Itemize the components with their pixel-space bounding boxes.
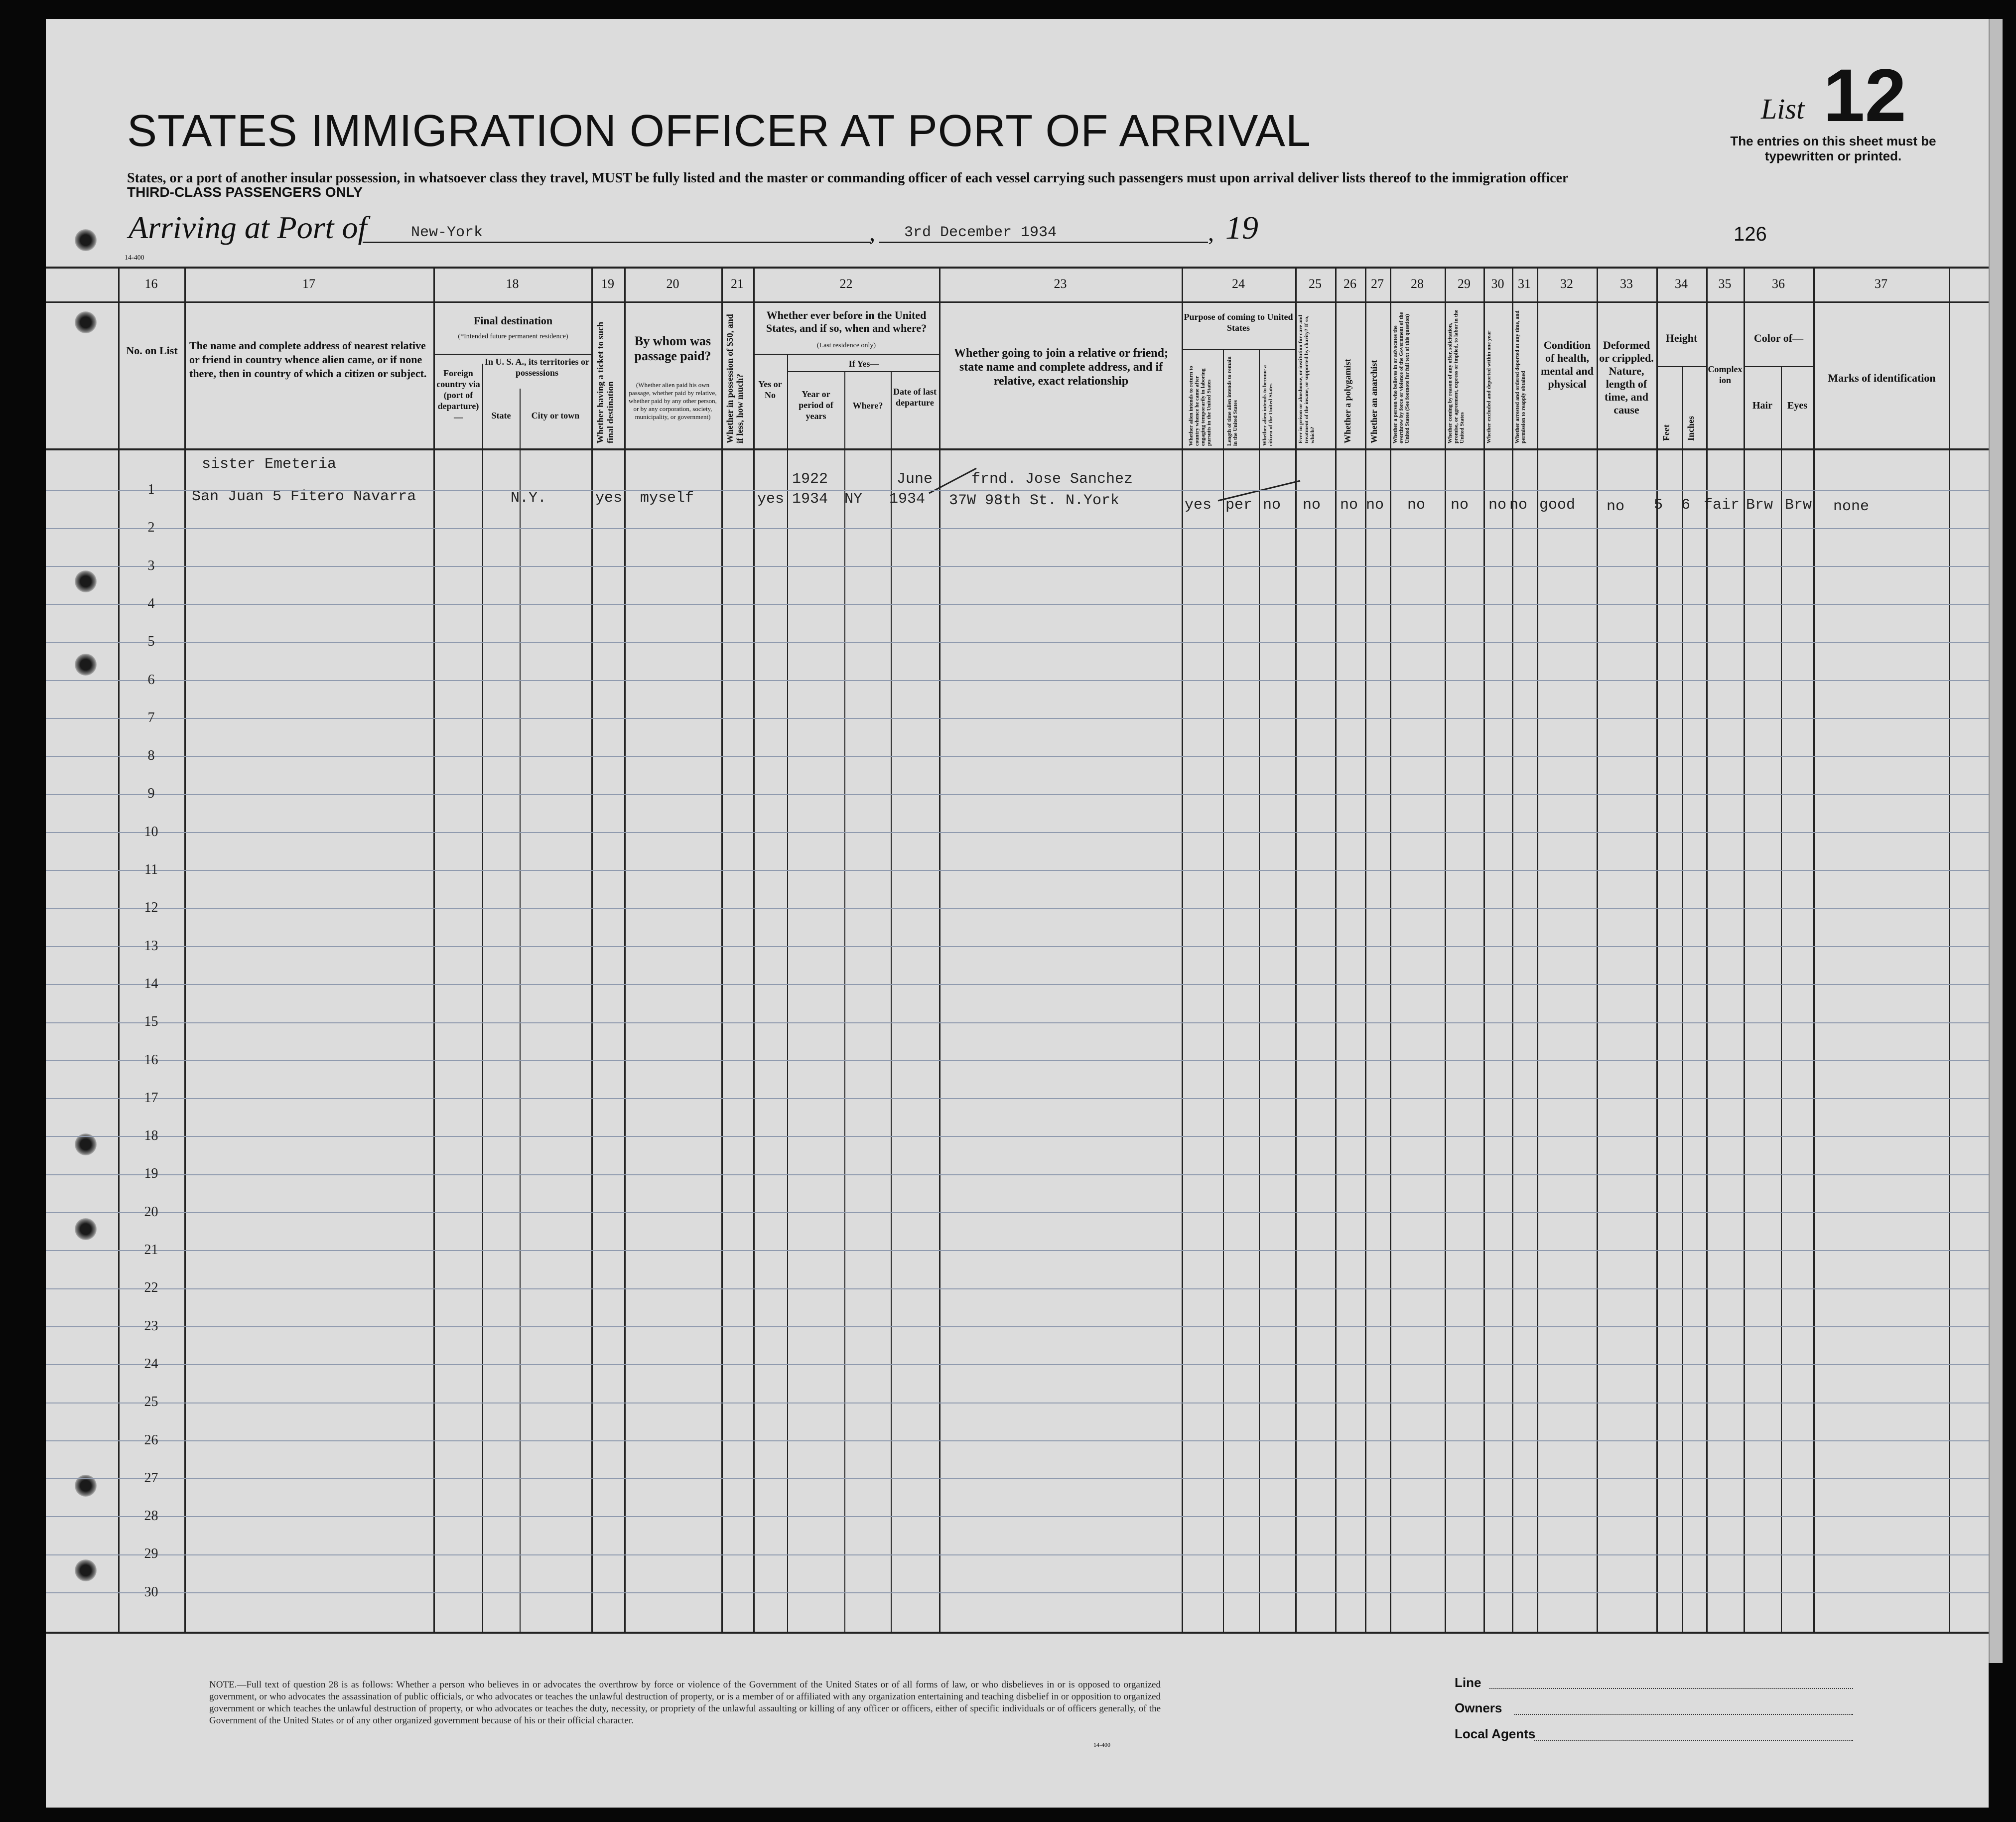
footer-owners-label: Owners — [1455, 1700, 1502, 1715]
row-number: 12 — [144, 900, 158, 916]
header-purpose: Purpose of coming to United States — [1184, 312, 1293, 333]
footnote: NOTE.—Full text of question 28 is as follows: Whether a person who believes in or advocates the overthrow by force or violence of the Government of the United States or of all forms of law, or who disbelieves in or is opposed to organized government, or who advocates the assassination of public officials, or who advocates or teaches the unlawful destruction of property, or is a member of or affiliated with any organization entertaining and teaching disbelief in or opposition to organized government or which teaches the unlawful destruction of property, or who advocates or teaches the duty, necessity, or propriety of the unlawful assaulting or killing of any officer or officers, either of specific individuals or of officers generally, of the Government of the United States or of any other organized government because of his or their official character. — [209, 1680, 1161, 1726]
column-number: 34 — [1675, 277, 1688, 291]
row-rule — [46, 566, 1989, 567]
row-number: 5 — [147, 634, 155, 650]
row-rule — [46, 984, 1989, 985]
header-relative-address: The name and complete address of nearest relative or friend in country whence alien came, or if none there, then in country of which a citizen or subject. — [189, 339, 427, 380]
footer-line-rule — [1489, 1688, 1853, 1689]
footer-agents-rule — [1534, 1740, 1853, 1741]
footer-owners-rule — [1514, 1714, 1853, 1715]
row-number: 16 — [144, 1052, 158, 1068]
row-number: 15 — [144, 1014, 158, 1030]
column-rule — [624, 267, 626, 1632]
sub-rule — [753, 354, 939, 355]
page-number: 126 — [1734, 223, 1767, 245]
entry-q31: no — [1509, 497, 1528, 514]
column-rule — [1537, 267, 1538, 1632]
footer-line-label: Line — [1455, 1675, 1481, 1690]
row-number: 3 — [147, 558, 155, 573]
entry-ticket: yes — [595, 490, 623, 507]
entry-deformed: no — [1607, 498, 1625, 515]
column-number: 33 — [1620, 277, 1633, 291]
row-rule — [46, 604, 1989, 605]
row-number: 9 — [147, 786, 155, 802]
entry-polygamist: no — [1340, 497, 1358, 514]
header-q31: Whether arrested and ordered deported at any time, and permission to reapply obtained — [1514, 310, 1526, 443]
year-prefix: 19 — [1225, 210, 1258, 246]
page-title: STATES IMMIGRATION OFFICER AT PORT OF ARRIVAL — [127, 106, 1311, 156]
column-number: 21 — [731, 277, 744, 291]
header-height: Height — [1665, 332, 1698, 344]
entry-q30: no — [1488, 497, 1507, 514]
column-rule — [482, 364, 483, 1632]
row-number: 13 — [144, 938, 158, 954]
entry-departure-2: 1934 — [889, 491, 926, 508]
row-number: 4 — [147, 595, 155, 611]
header-divider — [46, 301, 1989, 303]
row-number: 23 — [144, 1318, 158, 1334]
row-number: 11 — [144, 862, 158, 877]
column-rule — [1781, 366, 1782, 1632]
column-rule — [1223, 349, 1224, 1632]
row-rule — [46, 528, 1989, 529]
punch-hole — [75, 654, 97, 676]
footer-agents-label: Local Agents — [1455, 1726, 1536, 1741]
column-number: 31 — [1518, 277, 1531, 291]
column-number: 17 — [302, 277, 315, 291]
row-number: 28 — [144, 1508, 158, 1524]
sub-rule — [433, 354, 591, 355]
row-rule — [46, 490, 1989, 491]
row-number: 8 — [147, 748, 155, 764]
header-ever-before: Whether ever before in the United States, and if so, when and where? — [766, 309, 927, 334]
header-purpose-c: Whether alien intends to become a citizen of the United States — [1262, 365, 1274, 446]
row-number: 26 — [144, 1432, 158, 1448]
entry-eyes: Brw — [1785, 497, 1812, 514]
row-number: 18 — [144, 1128, 158, 1144]
row-number: 20 — [144, 1204, 158, 1220]
column-number: 22 — [839, 277, 853, 291]
row-rule — [46, 1402, 1989, 1403]
sub-rule — [1656, 366, 1706, 367]
punch-hole — [75, 570, 97, 592]
column-rule — [1656, 267, 1658, 1632]
row-rule — [46, 1022, 1989, 1023]
column-rule — [1597, 267, 1598, 1632]
intro-text: States, or a port of another insular possession, in whatsoever class they travel, MUST be fully listed and the master or commanding officer of each vessel carrying such passengers must upon arrival deliver lists thereof to the immigration officer — [127, 170, 1569, 186]
punch-hole — [75, 1218, 97, 1240]
list-label: List — [1761, 93, 1805, 125]
entry-state: N.Y. — [511, 490, 547, 507]
entry-purpose-b: per — [1225, 497, 1253, 514]
column-rule — [1949, 267, 1950, 1632]
row-rule — [46, 1250, 1989, 1251]
row-rule — [46, 1060, 1989, 1061]
row-rule — [46, 680, 1989, 681]
entry-years-1: 1922 — [792, 471, 828, 488]
row-rule — [46, 832, 1989, 833]
column-number: 30 — [1491, 277, 1504, 291]
sub-rule — [1744, 366, 1813, 367]
row-number: 7 — [147, 709, 155, 725]
header-no-on-list: No. on List — [126, 344, 178, 357]
entry-where: NY — [844, 491, 863, 508]
punch-hole — [75, 229, 97, 251]
entry-complexion: fair — [1704, 497, 1740, 514]
entry-purpose-c: no — [1263, 497, 1281, 514]
header-final-destination-note: (*Intended future permanent residence) — [458, 333, 568, 340]
header-if-yes: If Yes— — [848, 359, 879, 369]
column-rule — [891, 371, 892, 1632]
header-in-usa: In U. S. A., its territories or possessions — [485, 357, 589, 378]
arriving-label: Arriving at Port of — [129, 210, 367, 245]
entry-anarchist: no — [1366, 497, 1384, 514]
sub-rule — [787, 371, 939, 372]
port-value: New-York — [411, 224, 483, 241]
header-deformed: Deformed or crippled. Nature, length of time, and cause — [1599, 339, 1654, 416]
entry-join-1: frnd. Jose Sanchez — [971, 471, 1133, 488]
column-rule — [591, 267, 593, 1632]
column-number: 25 — [1309, 277, 1322, 291]
port-underline — [363, 242, 871, 243]
list-note: The entries on this sheet must be typewritten or printed. — [1730, 134, 1936, 163]
row-rule — [46, 1098, 1989, 1099]
header-q28: Whether a person who believes in or advocates the overthrow by force or violence of the Government of the United States (See footnote for full text of this question) — [1392, 312, 1410, 443]
punch-hole — [75, 311, 97, 333]
column-number: 23 — [1054, 277, 1067, 291]
header-health: Condition of health, mental and physical — [1541, 339, 1594, 390]
header-anarchist: Whether an anarchist — [1369, 360, 1379, 443]
entry-years-2: 1934 — [792, 491, 828, 508]
row-rule — [46, 1440, 1989, 1441]
row-rule — [46, 1592, 1989, 1593]
row-number: 27 — [144, 1470, 158, 1486]
column-rule — [1744, 267, 1745, 1632]
entry-inches: 6 — [1681, 497, 1691, 514]
column-rule — [844, 371, 845, 1632]
column-rule — [184, 267, 186, 1632]
column-rule — [1365, 267, 1366, 1632]
header-hair: Hair — [1752, 400, 1772, 411]
entry-ever-before: yes — [757, 491, 785, 508]
column-rule — [1813, 267, 1815, 1632]
entry-paid-by: myself — [640, 490, 694, 507]
header-complexion: Complexion — [1708, 364, 1743, 385]
row-rule — [46, 1136, 1989, 1137]
row-rule — [46, 1478, 1989, 1479]
date-value: 3rd December 1934 — [904, 224, 1057, 241]
row-rule — [46, 794, 1989, 795]
row-rule — [46, 1554, 1989, 1555]
header-foreign-country: Foreign country via (port of departure)— — [436, 368, 480, 422]
header-color-of: Color of— — [1753, 332, 1804, 344]
sub-rule — [1182, 349, 1295, 350]
column-rule — [1335, 267, 1337, 1632]
row-number: 24 — [144, 1356, 158, 1372]
column-number: 37 — [1875, 277, 1887, 291]
header-join-relative: Whether going to join a relative or friend; state name and complete address, and if relative, exact relationship — [954, 347, 1168, 388]
row-rule — [46, 870, 1989, 871]
header-yes-no: Yes or No — [758, 379, 782, 400]
header-by-whom-note: (Whether alien paid his own passage, whether paid by relative, whether paid by any other person, or by any corporation, society, municipality, or government) — [629, 381, 717, 420]
row-rule — [46, 1288, 1989, 1289]
check-stroke — [927, 466, 981, 496]
row-rule — [46, 1174, 1989, 1175]
column-rule — [1390, 267, 1391, 1632]
column-rule — [433, 267, 435, 1632]
header-polygamist: Whether a polygamist — [1343, 359, 1352, 443]
footer-code: 14-400 — [1093, 1741, 1110, 1748]
header-q29: Whether coming by reason of any offer, solicitation, promise, or agreement, express or implied, to labor in the United States — [1447, 309, 1465, 443]
column-number: 28 — [1411, 277, 1424, 291]
row-rule — [46, 1516, 1989, 1517]
column-number: 18 — [506, 277, 519, 291]
header-purpose-b: Length of time alien intends to remain in the United States — [1226, 356, 1238, 446]
entry-prison: no — [1303, 497, 1321, 514]
header-inches: Inches — [1686, 416, 1696, 441]
column-rule — [1706, 267, 1708, 1632]
form-code: 14-400 — [125, 254, 144, 262]
header-q30: Whether excluded and deported within one year — [1486, 330, 1492, 443]
sheet-edge — [1989, 19, 2003, 1663]
row-number: 14 — [144, 976, 158, 991]
row-rule — [46, 908, 1989, 909]
row-number: 10 — [144, 824, 158, 840]
entry-feet: 5 — [1654, 497, 1663, 514]
column-number: 26 — [1344, 277, 1356, 291]
column-rule — [1445, 267, 1446, 1632]
entry-marks: none — [1833, 498, 1870, 515]
header-year-period: Year or period of years — [799, 389, 833, 421]
row-number: 29 — [144, 1546, 158, 1562]
date-underline — [879, 242, 1208, 243]
row-rule — [46, 718, 1989, 719]
column-rule — [1259, 349, 1260, 1632]
row-number: 30 — [144, 1584, 158, 1600]
header-city: City or town — [531, 411, 580, 420]
row-number: 19 — [144, 1166, 158, 1182]
row-number: 6 — [147, 672, 155, 688]
column-number: 27 — [1371, 277, 1384, 291]
column-rule — [520, 389, 521, 1632]
row-number: 21 — [144, 1242, 158, 1258]
header-purpose-a: Whether alien intends to return to country whence he came after engaging temporarily in laboring pursuits in the United States — [1188, 366, 1212, 446]
row-rule — [46, 1326, 1989, 1327]
third-class-note: THIRD-CLASS PASSENGERS ONLY — [127, 184, 363, 200]
header-marks: Marks of identification — [1828, 372, 1936, 384]
entry-join-2: 37W 98th St. N.York — [949, 492, 1120, 509]
entry-hair: Brw — [1746, 497, 1773, 514]
column-number: 35 — [1718, 277, 1732, 291]
header-where: Where? — [852, 401, 883, 411]
header-eyes: Eyes — [1787, 400, 1807, 411]
column-rule — [753, 267, 755, 1632]
header-bottom-border — [46, 448, 1989, 450]
entry-q28: no — [1407, 497, 1426, 514]
header-final-destination: Final destination — [473, 314, 553, 327]
entry-relative-line2: San Juan 5 Fitero Navarra — [192, 488, 416, 505]
punch-hole — [75, 1559, 97, 1581]
entry-relative-line1: sister Emeteria — [202, 456, 337, 473]
row-number: 2 — [147, 520, 155, 536]
column-rule — [1483, 267, 1485, 1632]
entry-departure-1: June — [897, 471, 933, 488]
column-number: 29 — [1458, 277, 1471, 291]
header-possession: Whether in possession of $50, and if less, how much? — [725, 314, 745, 443]
entry-health: good — [1539, 497, 1576, 514]
header-prison: Ever in prison or almshouse, or institution for care and treatment of the insane, or supported by charity? If so, which? — [1298, 314, 1316, 443]
header-by-whom: By whom was passage paid? — [634, 334, 711, 363]
row-rule — [46, 642, 1989, 643]
column-rule — [721, 267, 723, 1632]
column-number: 36 — [1772, 277, 1785, 291]
row-number: 25 — [144, 1394, 158, 1410]
column-number: 32 — [1560, 277, 1573, 291]
column-number: 24 — [1232, 277, 1245, 291]
row-number: 1 — [147, 482, 155, 497]
entry-q29: no — [1451, 497, 1469, 514]
header-state: State — [491, 411, 511, 420]
comma: , — [1208, 220, 1214, 246]
header-feet: Feet — [1661, 424, 1671, 441]
entry-purpose-a: yes — [1185, 497, 1212, 514]
table-bottom-border — [46, 1632, 1989, 1634]
column-number: 19 — [601, 277, 614, 291]
column-rule — [1682, 366, 1683, 1632]
comma: , — [869, 220, 875, 246]
header-ever-before-note: (Last residence only) — [816, 342, 876, 349]
row-rule — [46, 1212, 1989, 1213]
column-number: 20 — [666, 277, 679, 291]
table-top-border — [46, 267, 1989, 269]
row-rule — [46, 756, 1989, 757]
column-number: 16 — [144, 277, 158, 291]
column-rule — [1512, 267, 1513, 1632]
header-ticket: Whether having a ticket to such final destination — [595, 321, 615, 443]
list-number: 12 — [1823, 53, 1906, 137]
row-rule — [46, 1364, 1989, 1365]
column-rule — [1182, 267, 1183, 1632]
row-number: 17 — [144, 1090, 158, 1106]
column-rule — [1295, 267, 1297, 1632]
row-rule — [46, 946, 1989, 947]
row-number: 22 — [144, 1280, 158, 1296]
header-date-departure: Date of last departure — [893, 387, 937, 408]
